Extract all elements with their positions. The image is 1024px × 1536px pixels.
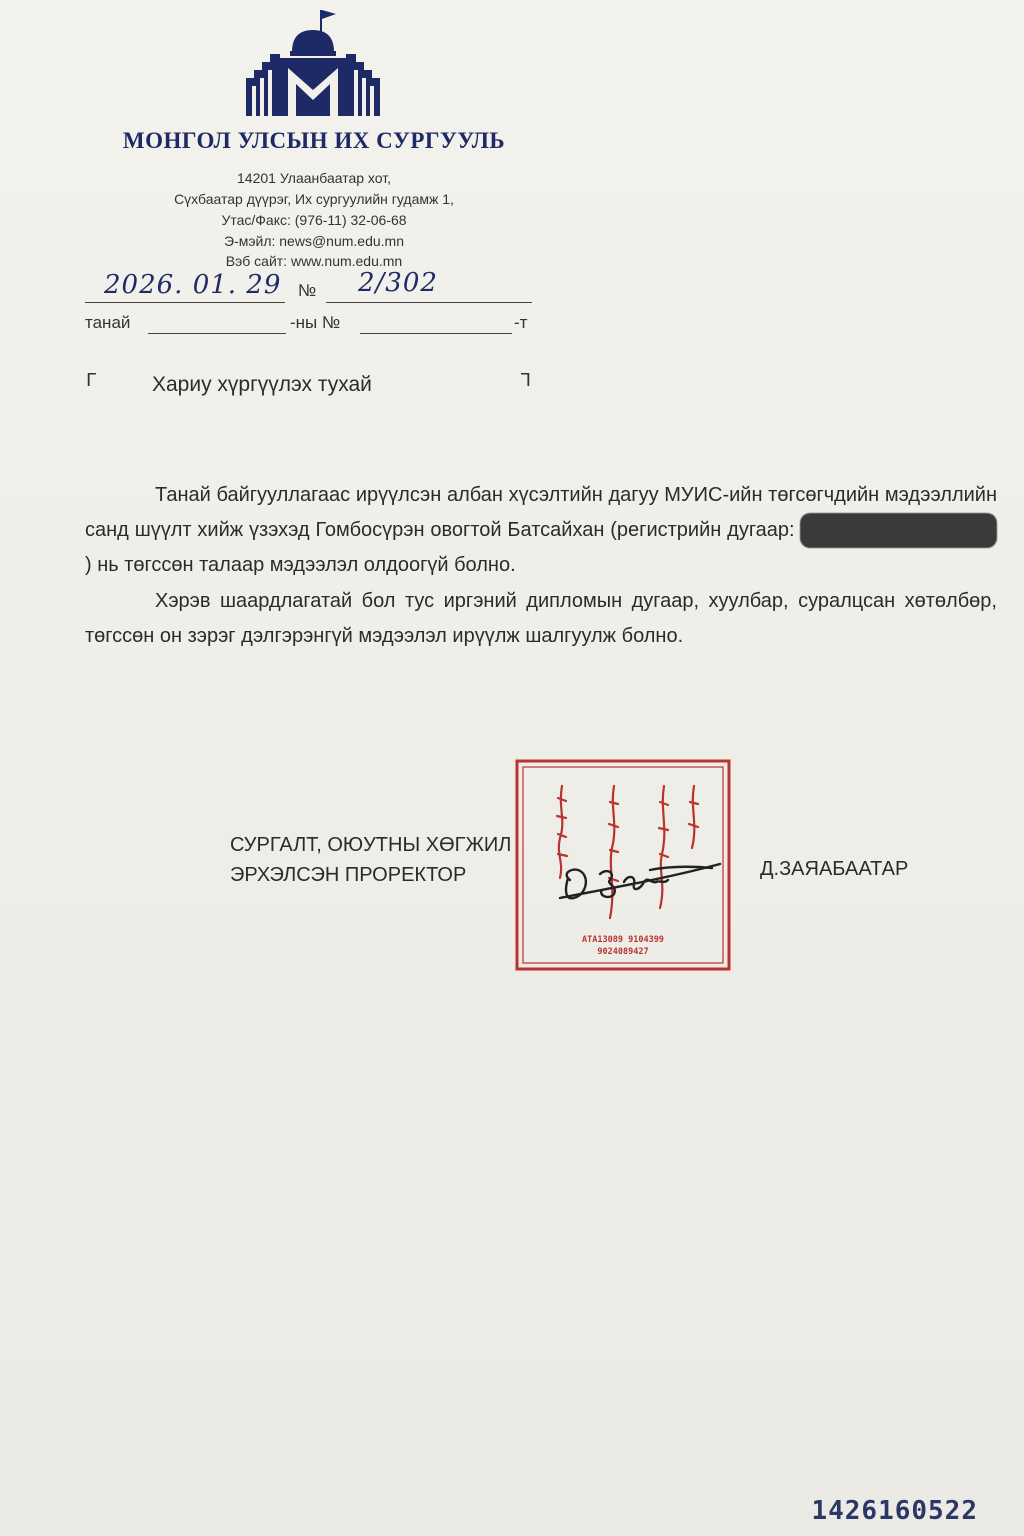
handwritten-signature — [540, 840, 730, 920]
document-serial-number: 1426160522 — [811, 1496, 978, 1526]
stamp-code-1: АТА13089 9104399 — [582, 935, 664, 945]
date-underline — [85, 302, 285, 303]
body-paragraph-2: Хэрэв шаардлагатай бол тус иргэний дипломын дугаар, хуулбар, суралцсан хөтөлбөр, төгссөн он зэрэг дэлгэрэнгүй мэдээлэл ирүүлж шалгуулж болно. — [85, 590, 997, 647]
body-paragraph-1: Танай байгууллагаас ирүүлсэн албан хүсэлтийн дагуу МУИС-ийн төгсөгчдийн мэдээллийн санд шүүлт хийж үзэхэд Гомбосүрэн овогтой Батсайхан (регистрийн дугаар: ЕЮ74122017) нь төгссөн талаар мэдээлэл олдоогүй болно. — [85, 484, 997, 576]
subject-corner-right: ᒣ — [520, 370, 531, 390]
signatory-title: СУРГАЛТ, ОЮУТНЫ ХӨГЖИЛ ЭРХЭЛСЭН ПРОРЕКТОР — [230, 834, 512, 886]
redacted-register-number: ЕЮ74122017 — [800, 513, 997, 548]
address-line: Сүхбаатар дүүрэг, Их сургуулийн гудамж 1, — [174, 191, 454, 207]
number-underline — [326, 302, 532, 303]
subject-line: Хариу хүргүүлэх тухай — [152, 373, 372, 396]
university-name: МОНГОЛ УЛСЫН ИХ СУРГУУЛЬ — [122, 128, 506, 153]
signatory-name: Д.ЗАЯАБААТАР — [760, 858, 909, 880]
letter-number: 2/302 — [358, 268, 438, 298]
subject-corner-left: ᒥ — [86, 370, 97, 390]
university-logo — [240, 8, 386, 116]
number-sign: № — [298, 281, 317, 300]
ny-number-label: -ны № — [290, 313, 341, 332]
website-line: Вэб сайт: www.num.edu.mn — [225, 253, 403, 269]
address-line: 14201 Улаанбаатар хот, — [237, 170, 391, 186]
email-line: Э-мэйл: news@num.edu.mn — [224, 233, 404, 249]
t-suffix-label: -т — [514, 313, 528, 332]
your-label: танай — [85, 313, 131, 332]
stamp-code-2: 9024089427 — [597, 947, 649, 957]
your-number-line — [360, 333, 512, 334]
letter-body — [85, 478, 997, 654]
your-date-line — [148, 333, 286, 334]
letter-date: 2026. 01. 29 — [104, 270, 282, 300]
phone-line: Утас/Факс: (976-11) 32-06-68 — [221, 212, 407, 228]
